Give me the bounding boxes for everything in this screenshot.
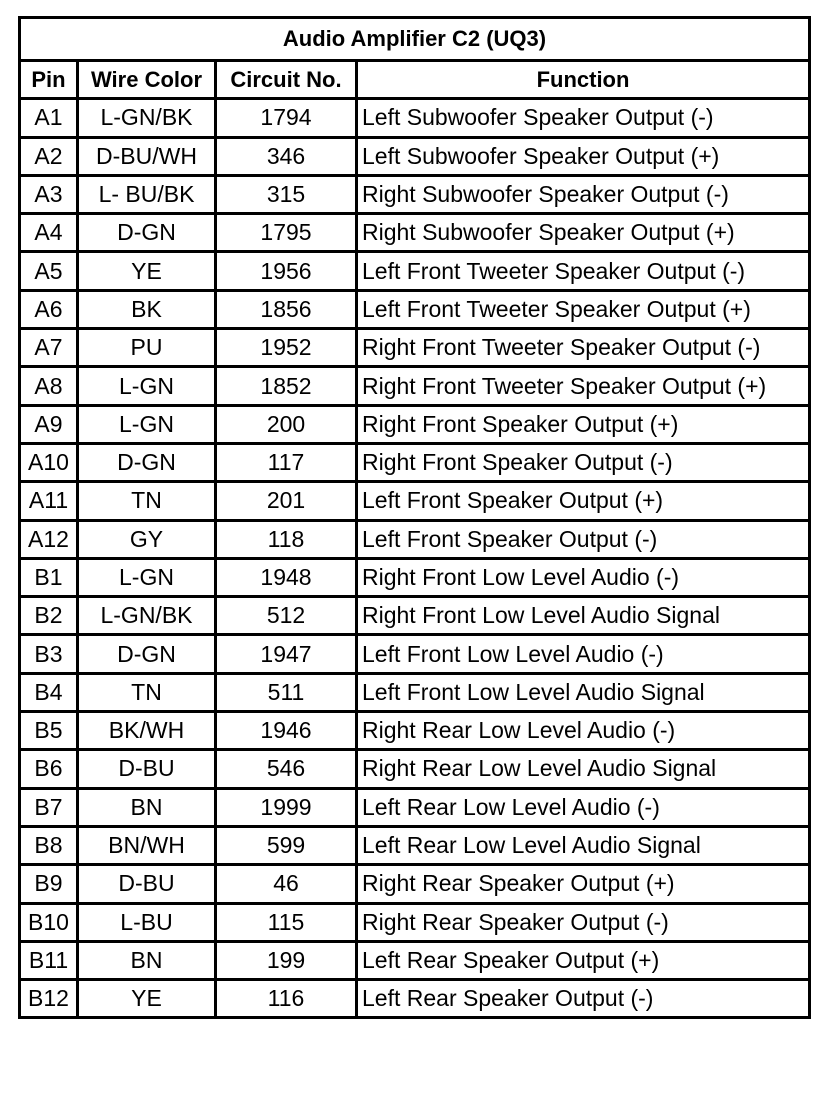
pin-cell: B6 <box>20 750 78 788</box>
header-wire-color: Wire Color <box>78 61 216 99</box>
pin-cell: A2 <box>20 137 78 175</box>
function-cell: Right Front Low Level Audio (-) <box>357 558 810 596</box>
function-cell: Right Rear Speaker Output (-) <box>357 903 810 941</box>
pin-cell: A3 <box>20 175 78 213</box>
circuit-number-cell: 512 <box>216 597 357 635</box>
circuit-number-cell: 116 <box>216 980 357 1018</box>
table-row <box>20 903 810 941</box>
table-row <box>20 367 810 405</box>
pin-cell: A7 <box>20 329 78 367</box>
circuit-number-cell: 1946 <box>216 712 357 750</box>
pin-cell: B8 <box>20 826 78 864</box>
function-cell: Right Rear Low Level Audio (-) <box>357 712 810 750</box>
circuit-number-cell: 46 <box>216 865 357 903</box>
function-cell: Left Front Tweeter Speaker Output (-) <box>357 252 810 290</box>
wire-color-cell: BK/WH <box>78 712 216 750</box>
pin-cell: B7 <box>20 788 78 826</box>
wire-color-cell: TN <box>78 482 216 520</box>
circuit-number-cell: 1999 <box>216 788 357 826</box>
pin-cell: A6 <box>20 290 78 328</box>
function-cell: Left Front Low Level Audio Signal <box>357 673 810 711</box>
function-cell: Right Rear Speaker Output (+) <box>357 865 810 903</box>
pin-cell: A8 <box>20 367 78 405</box>
pin-cell: B4 <box>20 673 78 711</box>
wire-color-cell: L-BU <box>78 903 216 941</box>
wire-color-cell: L-GN <box>78 558 216 596</box>
circuit-number-cell: 315 <box>216 175 357 213</box>
table-row <box>20 826 810 864</box>
circuit-number-cell: 1856 <box>216 290 357 328</box>
circuit-number-cell: 1947 <box>216 635 357 673</box>
table-row <box>20 865 810 903</box>
circuit-number-cell: 200 <box>216 405 357 443</box>
table-row <box>20 558 810 596</box>
header-pin: Pin <box>20 61 78 99</box>
wire-color-cell: YE <box>78 980 216 1018</box>
circuit-number-cell: 546 <box>216 750 357 788</box>
wire-color-cell: D-GN <box>78 214 216 252</box>
table-row <box>20 290 810 328</box>
wire-color-cell: D-BU <box>78 750 216 788</box>
wire-color-cell: D-GN <box>78 443 216 481</box>
circuit-number-cell: 199 <box>216 941 357 979</box>
header-function: Function <box>357 61 810 99</box>
pin-cell: B1 <box>20 558 78 596</box>
circuit-number-cell: 118 <box>216 520 357 558</box>
function-cell: Right Front Speaker Output (-) <box>357 443 810 481</box>
header-circuit-no: Circuit No. <box>216 61 357 99</box>
circuit-number-cell: 1852 <box>216 367 357 405</box>
function-cell: Right Subwoofer Speaker Output (+) <box>357 214 810 252</box>
table-row <box>20 980 810 1018</box>
wire-color-cell: BN/WH <box>78 826 216 864</box>
table-row <box>20 750 810 788</box>
circuit-number-cell: 1952 <box>216 329 357 367</box>
wire-color-cell: TN <box>78 673 216 711</box>
wire-color-cell: D-BU <box>78 865 216 903</box>
function-cell: Left Rear Speaker Output (-) <box>357 980 810 1018</box>
circuit-number-cell: 599 <box>216 826 357 864</box>
table-row <box>20 214 810 252</box>
function-cell: Right Rear Low Level Audio Signal <box>357 750 810 788</box>
table-row <box>20 635 810 673</box>
pin-cell: B11 <box>20 941 78 979</box>
pin-cell: B9 <box>20 865 78 903</box>
wire-color-cell: PU <box>78 329 216 367</box>
pin-cell: A10 <box>20 443 78 481</box>
wire-color-cell: L-GN <box>78 367 216 405</box>
table-row <box>20 329 810 367</box>
table-title-row <box>20 18 810 61</box>
pin-cell: A12 <box>20 520 78 558</box>
circuit-number-cell: 1794 <box>216 99 357 137</box>
circuit-number-cell: 511 <box>216 673 357 711</box>
function-cell: Left Front Low Level Audio (-) <box>357 635 810 673</box>
function-cell: Left Subwoofer Speaker Output (+) <box>357 137 810 175</box>
function-cell: Right Front Speaker Output (+) <box>357 405 810 443</box>
pin-cell: A4 <box>20 214 78 252</box>
table-row <box>20 482 810 520</box>
table-title: Audio Amplifier C2 (UQ3) <box>20 18 810 61</box>
wire-color-cell: L-GN/BK <box>78 597 216 635</box>
circuit-number-cell: 115 <box>216 903 357 941</box>
connector-pinout-table <box>18 16 811 1019</box>
pin-cell: A1 <box>20 99 78 137</box>
wire-color-cell: BK <box>78 290 216 328</box>
wire-color-cell: YE <box>78 252 216 290</box>
pin-cell: B2 <box>20 597 78 635</box>
function-cell: Left Front Tweeter Speaker Output (+) <box>357 290 810 328</box>
pin-cell: A9 <box>20 405 78 443</box>
circuit-number-cell: 346 <box>216 137 357 175</box>
circuit-number-cell: 1795 <box>216 214 357 252</box>
pin-cell: B5 <box>20 712 78 750</box>
wire-color-cell: GY <box>78 520 216 558</box>
wire-color-cell: D-GN <box>78 635 216 673</box>
table-row <box>20 137 810 175</box>
function-cell: Right Front Low Level Audio Signal <box>357 597 810 635</box>
wire-color-cell: L-GN <box>78 405 216 443</box>
table-row <box>20 175 810 213</box>
table-row <box>20 520 810 558</box>
circuit-number-cell: 201 <box>216 482 357 520</box>
wire-color-cell: L- BU/BK <box>78 175 216 213</box>
table-row <box>20 443 810 481</box>
circuit-number-cell: 117 <box>216 443 357 481</box>
pin-cell: B10 <box>20 903 78 941</box>
table-row <box>20 99 810 137</box>
function-cell: Right Front Tweeter Speaker Output (+) <box>357 367 810 405</box>
wire-color-cell: BN <box>78 941 216 979</box>
function-cell: Right Front Tweeter Speaker Output (-) <box>357 329 810 367</box>
table-row <box>20 405 810 443</box>
table-row <box>20 788 810 826</box>
pin-cell: A5 <box>20 252 78 290</box>
table-body <box>20 99 810 1018</box>
table-row <box>20 252 810 290</box>
table-row <box>20 941 810 979</box>
function-cell: Left Front Speaker Output (+) <box>357 482 810 520</box>
table-row <box>20 673 810 711</box>
pin-cell: B3 <box>20 635 78 673</box>
circuit-number-cell: 1948 <box>216 558 357 596</box>
function-cell: Left Front Speaker Output (-) <box>357 520 810 558</box>
table-row <box>20 597 810 635</box>
function-cell: Left Rear Low Level Audio Signal <box>357 826 810 864</box>
pin-cell: B12 <box>20 980 78 1018</box>
wire-color-cell: BN <box>78 788 216 826</box>
table-row <box>20 712 810 750</box>
function-cell: Left Rear Speaker Output (+) <box>357 941 810 979</box>
function-cell: Right Subwoofer Speaker Output (-) <box>357 175 810 213</box>
function-cell: Left Subwoofer Speaker Output (-) <box>357 99 810 137</box>
pin-cell: A11 <box>20 482 78 520</box>
wire-color-cell: D-BU/WH <box>78 137 216 175</box>
wire-color-cell: L-GN/BK <box>78 99 216 137</box>
function-cell: Left Rear Low Level Audio (-) <box>357 788 810 826</box>
table-header-row <box>20 61 810 99</box>
circuit-number-cell: 1956 <box>216 252 357 290</box>
